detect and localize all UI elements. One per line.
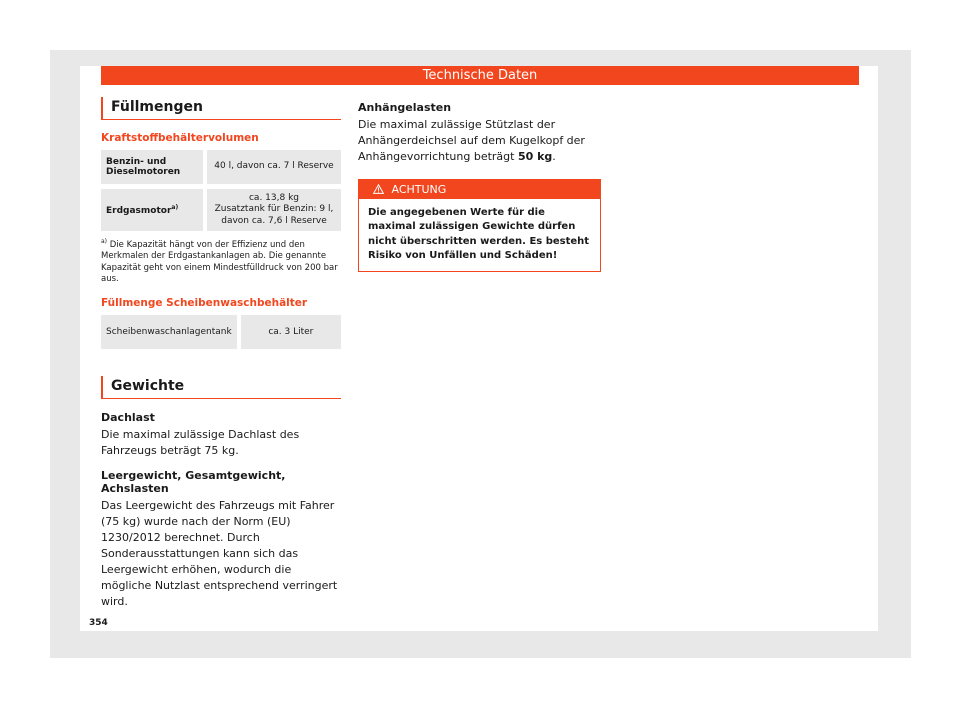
washer-row-label: Scheibenwaschanlagentank <box>101 315 237 349</box>
footnote <box>101 238 341 286</box>
washer-table-title: Füllmenge Scheibenwaschbehälter <box>101 297 308 310</box>
empty-weight-text: Das Leergewicht des Fahrzeugs mit Fahrer (75 kg) wurde nach der Norm (EU) 1230/2012 berechnet. Durch Sonderausstattungen kann sich das Leergewicht erhöhen, wodurch die mögliche Nutzlast entsprechend verringert wird. <box>101 499 338 608</box>
right-column <box>358 97 601 272</box>
fuel-table <box>101 150 341 231</box>
table-row <box>101 315 341 349</box>
footnote-text: Die Kapazität hängt von der Effizienz und den Merkmalen der Erdgastankanlagen ab. Die genannte Kapazität geht von einem Mindestfülldruck von 200 bar aus. <box>101 239 338 284</box>
section-title-weights: Gewichte <box>101 376 341 399</box>
fuel-row-value <box>203 189 341 231</box>
roof-load-heading: Dachlast <box>101 411 155 425</box>
fuel-table-title: Kraftstoffbehältervolumen <box>101 132 259 144</box>
footnote-marker: a) <box>101 237 108 245</box>
trailer-load-heading: Anhängelasten <box>358 101 452 114</box>
warning-triangle-icon <box>373 183 388 196</box>
table-row <box>101 150 341 184</box>
footnote-ref: a) <box>171 203 179 211</box>
empty-weight-heading: Leergewicht, Gesamtgewicht, Achslasten <box>101 469 286 496</box>
roof-load-text: Die maximal zulässige Dachlast des Fahrzeugs beträgt 75 kg. <box>101 428 300 458</box>
left-column <box>101 97 341 610</box>
warning-header <box>359 180 600 199</box>
fuel-row-value: 40 l, davon ca. 7 l Reserve <box>203 150 341 184</box>
warning-box <box>358 179 601 272</box>
warning-text: Die angegebenen Werte für die maximal zulässigen Gewichte dürfen nicht überschritten werden. Es besteht Risiko von Unfällen und Schäden! <box>368 206 590 262</box>
washer-row-value: ca. 3 Liter <box>237 315 341 349</box>
trailer-load-text: Die maximal zulässige Stützlast der Anhängerdeichsel auf dem Kugelkopf der Anhängevorrichtung beträgt 50 kg. <box>358 118 585 163</box>
gas-aux-tank: Zusatztank für Benzin: 9 l, davon ca. 7,6 l Reserve <box>214 204 334 226</box>
fuel-row-label: Benzin- und Dieselmotoren <box>101 150 203 184</box>
trailer-load-value: 50 kg <box>517 149 553 163</box>
table-row <box>101 189 341 231</box>
warning-title: ACHTUNG <box>391 182 447 196</box>
chapter-header: Technische Daten <box>101 66 859 85</box>
gas-capacity: ca. 13,8 kg <box>248 193 299 203</box>
fuel-row-label: Erdgasmotor$^{a)}$ <box>101 189 203 231</box>
washer-table <box>101 315 341 349</box>
page-number: 354 <box>89 618 108 628</box>
section-title-fuel: Füllmengen <box>101 97 341 120</box>
